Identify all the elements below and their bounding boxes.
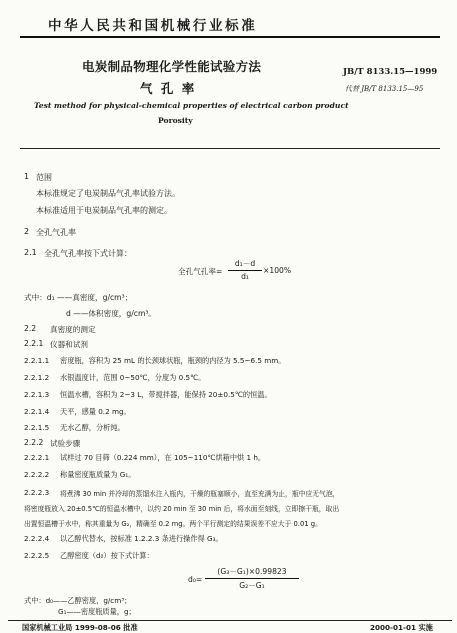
- item-2-2-2-3-number: 2.2.2.3: [24, 488, 50, 497]
- formula-1-lhs: 全孔气孔率=: [178, 267, 223, 276]
- formula-1-where-a: 式中：d₁ ——真密度，g/cm³；: [24, 293, 133, 302]
- item-2-2-2-2-number: 2.2.2.2: [24, 470, 50, 479]
- item-2-2-2-4-number: 2.2.2.4: [24, 534, 50, 543]
- title-rule: [20, 148, 440, 149]
- item-2-2-1-3-text: 恒温水槽，容积为 2~3 L，带搅拌器，能保持 20±0.5℃的恒温。: [60, 390, 272, 399]
- section-1-number: 1: [24, 172, 30, 181]
- section-2-number: 2: [24, 227, 30, 236]
- formula-2-where-b: G₁——密度瓶质量，g；: [58, 607, 136, 616]
- approval-line: 国家机械工业局 1999-08-06 批准: [22, 623, 138, 632]
- formula-2-fraction: [205, 566, 299, 591]
- item-2-2-2-3-line-2: 将密度瓶放入 20±0.5℃的恒温水槽中，以约 20 min 至 30 min 后，将水面至刻线，立即擦干瓶，取出: [24, 505, 340, 513]
- section-1-title: 范围: [36, 173, 52, 182]
- formula-2-fraction-bar: [205, 578, 299, 579]
- formula-1-fraction: [228, 258, 262, 281]
- footer-rule: [8, 620, 452, 621]
- item-2-2-1-1-number: 2.2.1.1: [24, 356, 50, 365]
- section-2-2-1-number: 2.2.1: [24, 339, 44, 348]
- section-2-2-title: 真密度的测定: [50, 325, 96, 334]
- formula-2-where-a: 式中：d₀——乙醇密度，g/cm³；: [24, 596, 132, 605]
- item-2-2-2-5-text: 乙醇密度（d₀）按下式计算：: [60, 551, 154, 560]
- item-2-2-2-3-line-3: 出置恒温槽于水中，称其重量为 G₂，精确至 0.2 mg。两个平行测定的结果误差不应大于 0.01 g。: [24, 520, 322, 528]
- item-2-2-1-4-text: 天平，感量 0.2 mg。: [60, 407, 131, 416]
- section-2-1-number: 2.1: [24, 248, 37, 257]
- formula-2-lhs: d₀=: [188, 575, 203, 584]
- english-title: Test method for physical-chemical properties of electrical carbon product: [34, 101, 349, 110]
- section-2-title: 全孔气孔率: [36, 228, 76, 237]
- formula-1-numerator: d₁－d: [234, 259, 256, 268]
- item-2-2-1-2-number: 2.2.1.2: [24, 373, 50, 382]
- replaces-code: 代替 JB/T 8133.15—95: [345, 85, 424, 93]
- formula-1-denominator: d₁: [241, 272, 249, 281]
- item-2-2-2-4-text: 以乙醇代替水，按标准 1.2.2.3 条进行操作得 G₃。: [60, 534, 223, 543]
- item-2-2-2-2-text: 称量密度瓶质量为 G₁。: [60, 470, 136, 479]
- header-rule: [20, 36, 440, 38]
- formula-1-rhs: ×100%: [263, 266, 292, 275]
- formula-2-denominator: G₂－G₁: [239, 581, 265, 590]
- section-2-2-number: 2.2: [24, 324, 37, 333]
- doc-title: 电炭制品物理化学性能试验方法: [82, 59, 262, 74]
- item-2-2-1-1-text: 密度瓶，容积为 25 mL 的长颈球状瓶，瓶颈的内径为 5.5~6.5 mm。: [60, 356, 286, 365]
- item-2-2-1-3-number: 2.2.1.3: [24, 390, 50, 399]
- standard-code: JB/T 8133.15—1999: [343, 67, 438, 77]
- item-2-2-2-1-number: 2.2.2.1: [24, 453, 50, 462]
- section-2-1-text: 全孔气孔率按下式计算：: [44, 249, 132, 258]
- formula-2-numerator: (G₃－G₁)×0.99823: [217, 567, 287, 576]
- item-2-2-2-5-number: 2.2.2.5: [24, 551, 50, 560]
- item-2-2-1-2-text: 水银温度计，范围 0~50℃，分度为 0.5℃。: [60, 373, 206, 382]
- org-title: 中华人民共和国机械行业标准: [48, 18, 258, 34]
- item-2-2-1-5-text: 无水乙醇，分析纯。: [60, 423, 125, 432]
- formula-1-where-b: d ——体积密度，g/cm³。: [66, 309, 156, 318]
- implementation-date: 2000-01-01 实施: [370, 623, 433, 632]
- section-2-2-2-title: 试验步骤: [50, 439, 81, 448]
- item-2-2-2-1-text: 试样过 70 目筛（0.224 mm），在 105~110℃烘箱中烘 1 h。: [60, 453, 266, 462]
- item-2-2-1-4-number: 2.2.1.4: [24, 407, 50, 416]
- section-2-2-2-number: 2.2.2: [24, 438, 44, 447]
- section-2-2-1-title: 仪器和试剂: [50, 340, 88, 349]
- section-1-para-1: 本标准规定了电炭制品气孔率试验方法。: [36, 189, 180, 198]
- item-2-2-1-5-number: 2.2.1.5: [24, 423, 50, 432]
- formula-1-fraction-bar: [228, 270, 262, 271]
- item-2-2-2-3-line-1: 将煮沸 30 min 并冷却的蒸馏水注入瓶内，干燥的瓶塞顺小，直至充满为止，瓶中应无气泡，: [60, 490, 340, 498]
- english-subtitle: Porosity: [158, 116, 193, 125]
- section-1-para-2: 本标准适用于电炭制品气孔率的测定。: [36, 206, 172, 215]
- doc-subtitle: 气 孔 率: [140, 81, 197, 96]
